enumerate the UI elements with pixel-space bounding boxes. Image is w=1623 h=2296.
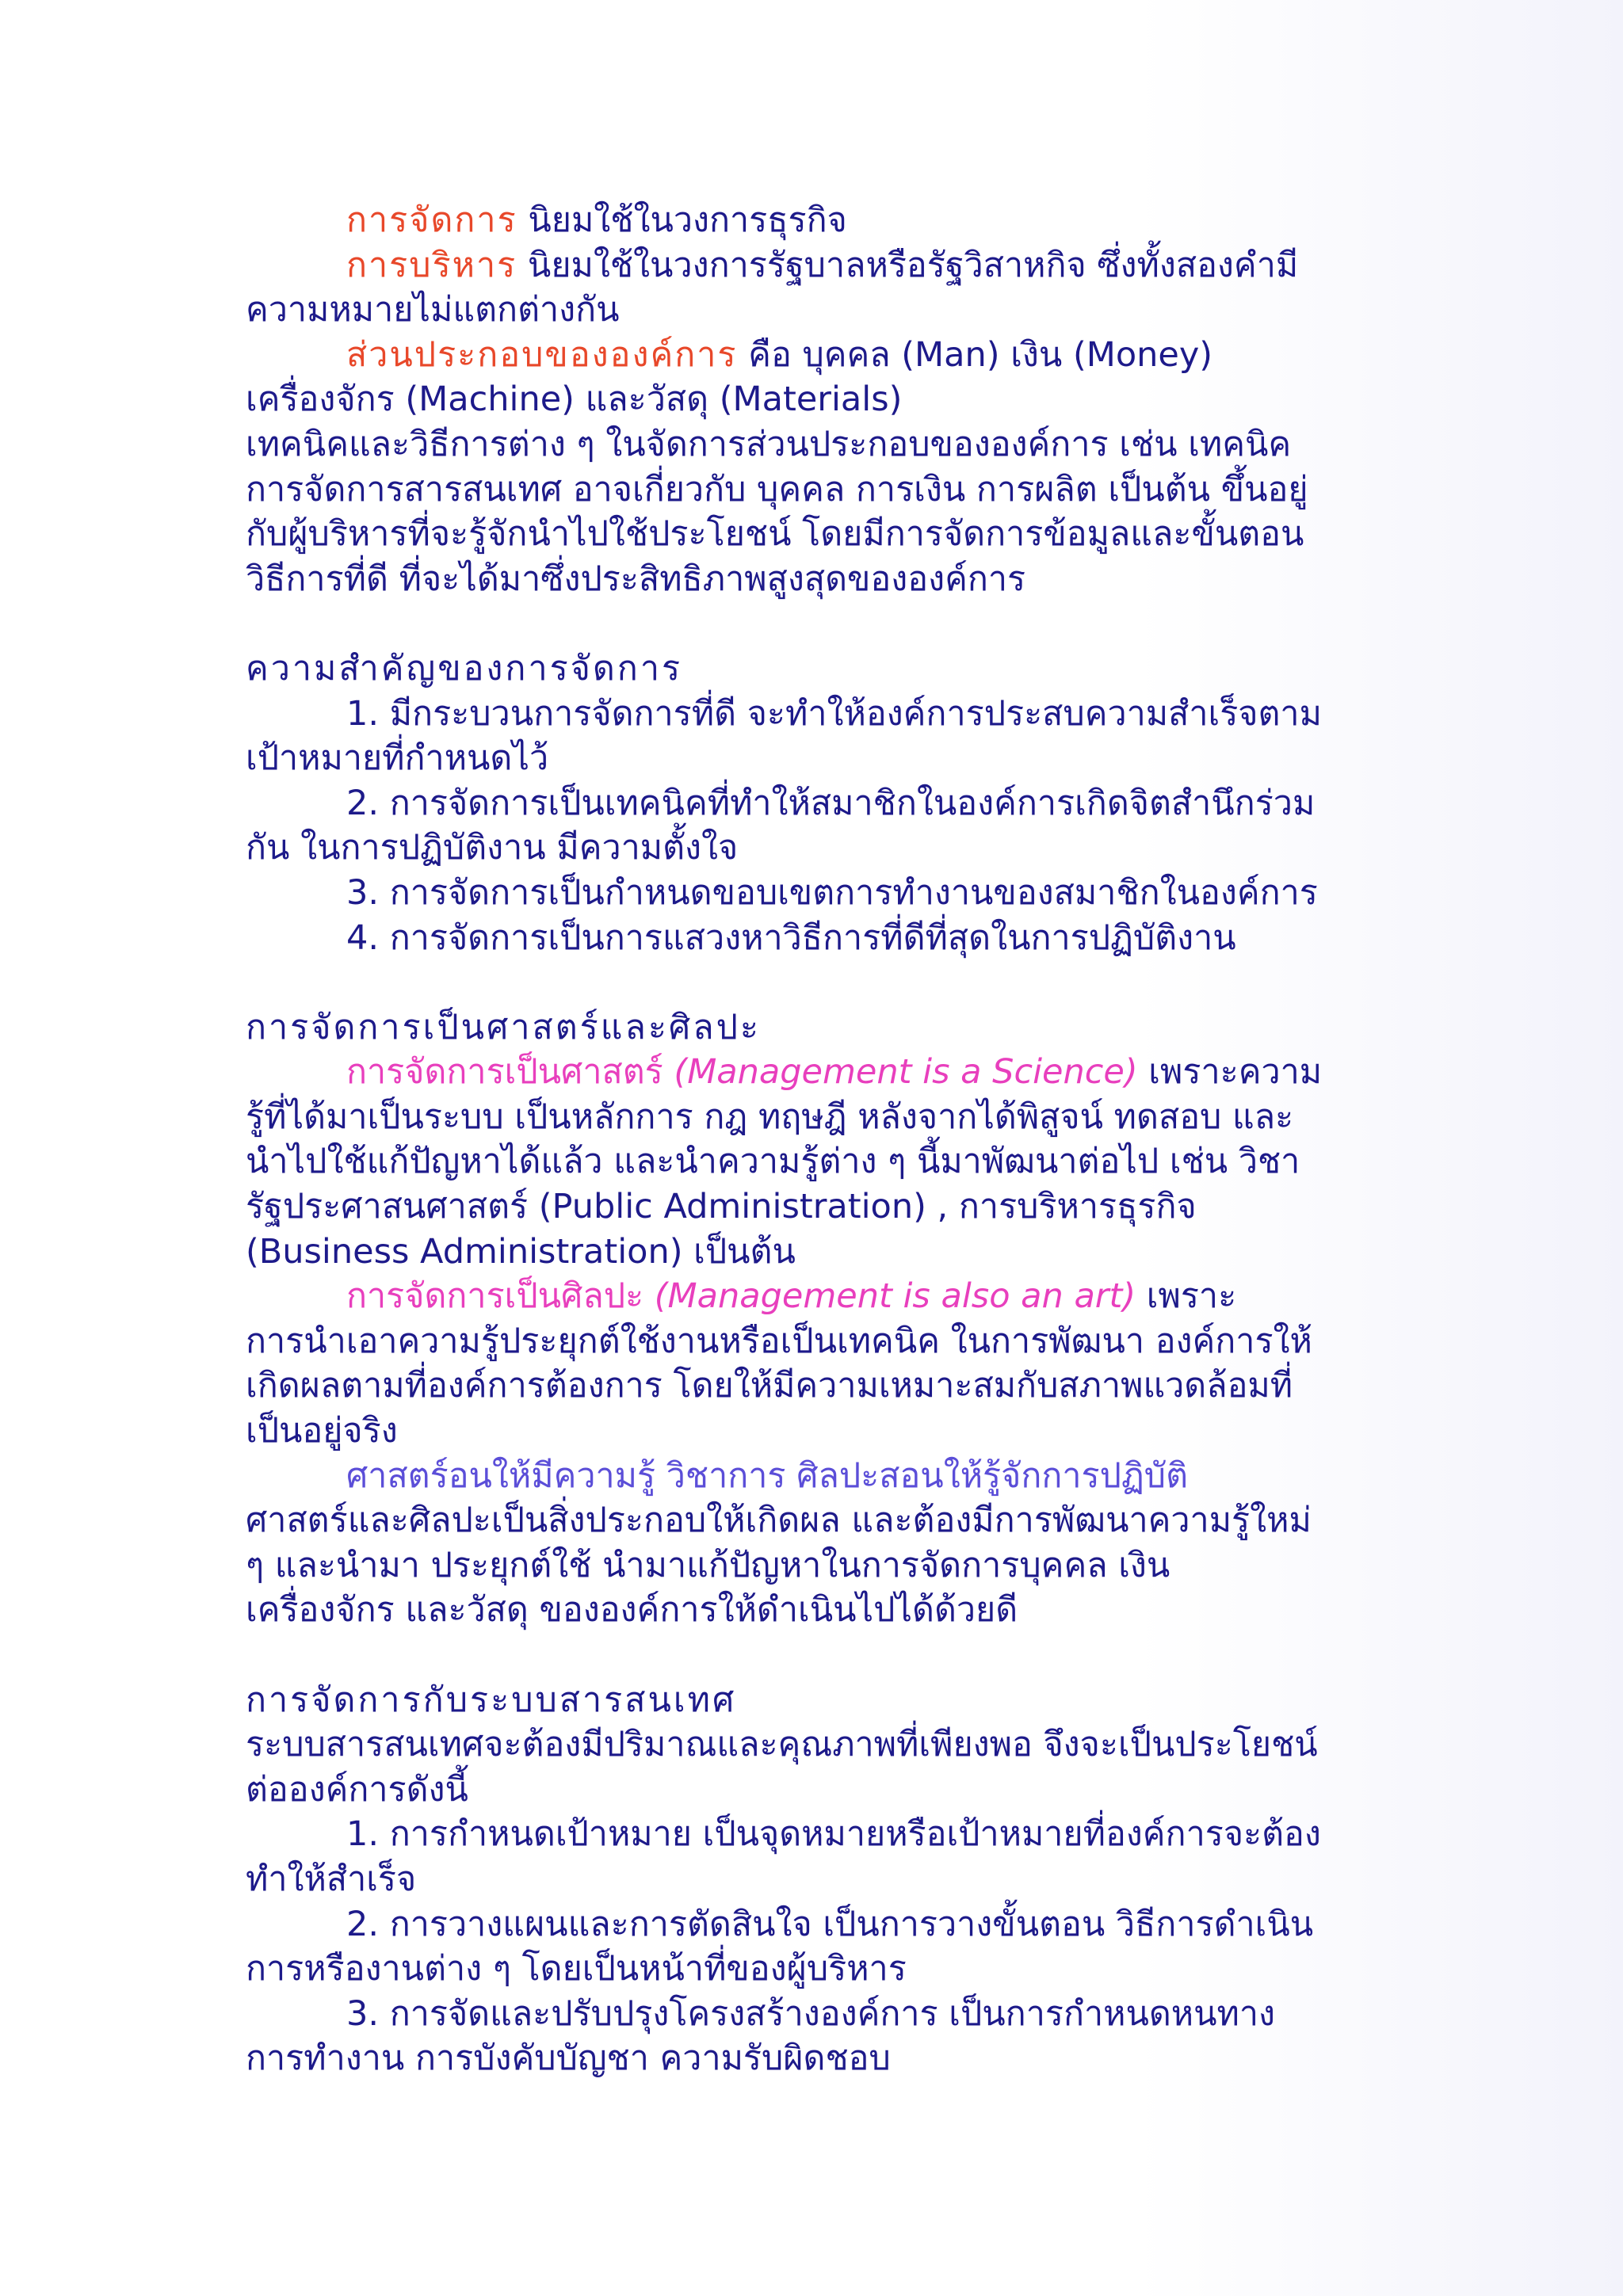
text-line: กับผู้บริหารที่จะรู้จักนำไปใช้ประโยชน์ โดยมีการจัดการข้อมูลและขั้นตอน bbox=[246, 514, 1304, 555]
section-heading-information-system: การจัดการกับระบบสารสนเทศ bbox=[246, 1680, 737, 1720]
text-line: วิธีการที่ดี ที่จะได้มาซึ่งประสิทธิภาพสูงสุดขององค์การ bbox=[246, 559, 1026, 599]
spacer bbox=[246, 960, 1403, 1005]
text-line: นำไปใช้แก้ปัญหาได้แล้ว และนำความรู้ต่าง ๆ นี้มาพัฒนาต่อไป เช่น วิชา bbox=[246, 1142, 1300, 1182]
text-line: รัฐประศาสนศาสตร์ (Public Administration) , การบริหารธุรกิจ bbox=[246, 1187, 1197, 1227]
text-line: เกิดผลตามที่องค์การต้องการ โดยให้มีความเหมาะสมกับสภาพแวดล้อมที่ bbox=[246, 1366, 1293, 1406]
spacer bbox=[246, 601, 1403, 646]
text-line: เป็นอยู่จริง bbox=[246, 1411, 398, 1451]
spacer bbox=[246, 1633, 1403, 1678]
text-line: เครื่องจักร และวัสดุ ขององค์การให้ดำเนินไปได้ด้วยดี bbox=[246, 1590, 1018, 1630]
text-line: การนำเอาความรู้ประยุกต์ใช้งานหรือเป็นเทคนิค ในการพัฒนา องค์การให้ bbox=[246, 1321, 1312, 1361]
definition-text: เพราะความ bbox=[1137, 1052, 1323, 1093]
text-line: เทคนิคและวิธีการต่าง ๆ ในจัดการส่วนประกอบขององค์การ เช่น เทคนิค bbox=[246, 424, 1292, 464]
term-management: การจัดการ bbox=[346, 200, 517, 240]
paragraph-management-definition bbox=[246, 198, 1403, 243]
section-heading-science-art: การจัดการเป็นศาสตร์และศิลปะ bbox=[246, 1007, 761, 1047]
text-line: เป้าหมายที่กำหนดไว้ bbox=[246, 738, 549, 779]
text-line: การทำงาน การบังคับบัญชา ความรับผิดชอบ bbox=[246, 2039, 891, 2079]
paragraph-management-science bbox=[246, 1050, 1403, 1095]
text-line: การจัดการสารสนเทศ อาจเกี่ยวกับ บุคคล การเงิน การผลิต เป็นต้น ขึ้นอยู่ bbox=[246, 469, 1308, 509]
text-line: ระบบสารสนเทศจะต้องมีปริมาณและคุณภาพที่เพียงพอ จึงจะเป็นประโยชน์ bbox=[246, 1725, 1318, 1765]
text-line: เครื่องจักร (Machine) และวัสดุ (Materials) bbox=[246, 379, 903, 420]
term-organization-components: ส่วนประกอบขององค์การ bbox=[346, 334, 738, 375]
text-line: (Business Administration) เป็นต้น bbox=[246, 1231, 796, 1272]
text-line: ศาสตร์และศิลปะเป็นสิ่งประกอบให้เกิดผล และต้องมีการพัฒนาความรู้ใหม่ bbox=[246, 1501, 1312, 1541]
term-administration: การบริหาร bbox=[346, 245, 517, 285]
text-line: การหรืองานต่าง ๆ โดยเป็นหน้าที่ของผู้บริหาร bbox=[246, 1949, 907, 1989]
importance-item-1: 1. มีกระบวนการจัดการที่ดี จะทำให้องค์การประสบความสำเร็จตาม bbox=[346, 693, 1322, 734]
importance-item-3: 3. การจัดการเป็นกำหนดขอบเขตการทำงานของสมาชิกในองค์การ bbox=[346, 872, 1318, 913]
text-line: รู้ที่ได้มาเป็นระบบ เป็นหลักการ กฎ ทฤษฎี หลังจากได้พิสูจน์ ทดสอบ และ bbox=[246, 1097, 1294, 1137]
text-line: ๆ และนำมา ประยุกต์ใช้ นำมาแก้ปัญหาในการจัดการบุคคล เงิน bbox=[246, 1545, 1170, 1585]
term-management-art: การจัดการเป็นศิลปะ bbox=[346, 1276, 644, 1317]
text-line: ความหมายไม่แตกต่างกัน bbox=[246, 290, 620, 330]
definition-text: คือ บุคคล (Man) เงิน (Money) bbox=[737, 334, 1213, 375]
definition-text: นิยมใช้ในวงการรัฐบาลหรือรัฐวิสาหกิจ ซึ่งทั้งสองคำมี bbox=[517, 245, 1299, 285]
info-item-1: 1. การกำหนดเป้าหมาย เป็นจุดหมายหรือเป้าหมายที่องค์การจะต้อง bbox=[346, 1814, 1321, 1855]
document-body bbox=[246, 198, 1403, 2081]
info-item-2: 2. การวางแผนและการตัดสินใจ เป็นการวางขั้นตอน วิธีการดำเนิน bbox=[346, 1904, 1314, 1944]
info-item-3: 3. การจัดและปรับปรุงโครงสร้างองค์การ เป็นการกำหนดหนทาง bbox=[346, 1993, 1276, 2034]
english-term: (Management is a Science) bbox=[663, 1052, 1138, 1093]
definition-text: เพราะ bbox=[1136, 1276, 1237, 1317]
importance-item-2: 2. การจัดการเป็นเทคนิคที่ทำให้สมาชิกในองค์การเกิดจิตสำนึกร่วม bbox=[346, 783, 1316, 823]
text-line: ต่อองค์การดังนี้ bbox=[246, 1769, 468, 1810]
importance-item-4: 4. การจัดการเป็นการแสวงหาวิธีการที่ดีที่สุดในการปฏิบัติงาน bbox=[346, 917, 1236, 958]
text-line: กัน ในการปฏิบัติงาน มีความตั้งใจ bbox=[246, 828, 739, 868]
term-management-science: การจัดการเป็นศาสตร์ bbox=[346, 1052, 663, 1093]
paragraph-administration-definition bbox=[246, 243, 1403, 288]
text-line: ทำให้สำเร็จ bbox=[246, 1859, 417, 1899]
paragraph-management-art bbox=[246, 1274, 1403, 1319]
english-term: (Management is also an art) bbox=[643, 1276, 1136, 1317]
section-heading-importance: ความสำคัญของการจัดการ bbox=[246, 648, 683, 688]
science-art-note: ศาสตร์อนให้มีความรู้ วิชาการ ศิลปะสอนให้รู้จักการปฏิบัติ bbox=[346, 1455, 1189, 1496]
definition-text: นิยมใช้ในวงการธุรกิจ bbox=[517, 200, 847, 240]
paragraph-organization-components bbox=[246, 333, 1403, 378]
